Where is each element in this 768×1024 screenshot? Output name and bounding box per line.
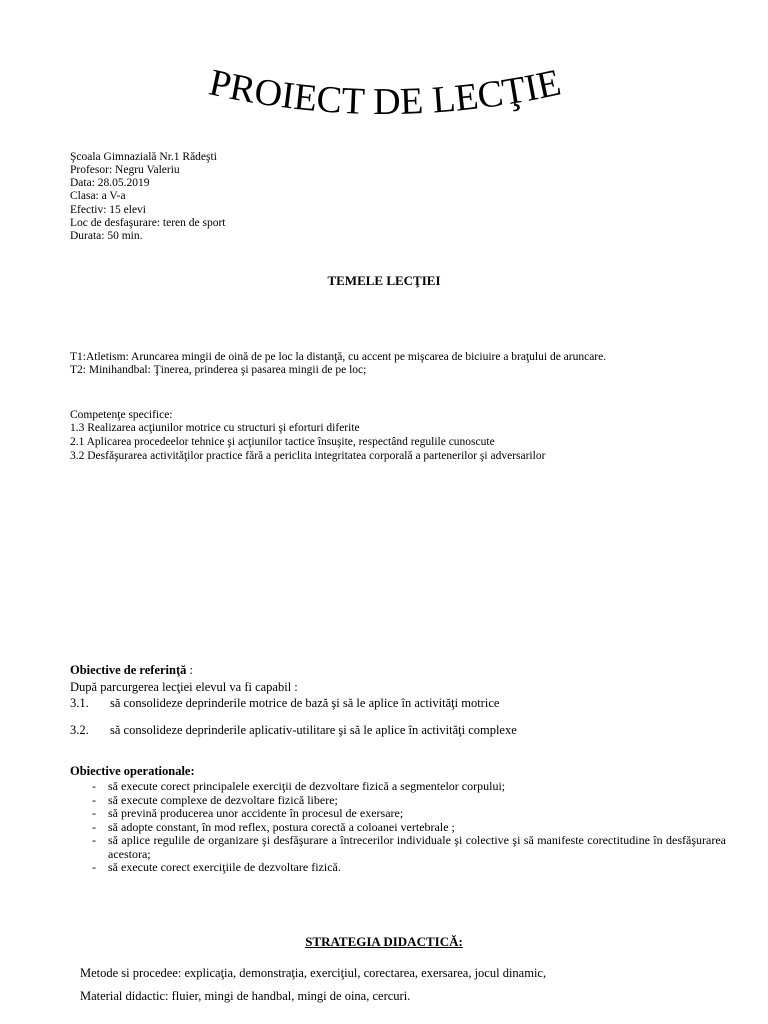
op-item bbox=[70, 821, 726, 835]
op-item bbox=[70, 780, 726, 794]
competence-1: 1.3 Realizarea acţiunilor motrice cu structuri şi eforturi diferite bbox=[70, 422, 360, 434]
ref-item-text: să consolideze deprinderile motrice de bază şi să le aplice în activităţi motrice bbox=[110, 696, 500, 710]
strategy-methods: Metode si procedee: explicaţia, demonstraţia, exerciţiul, corectarea, exersarea, jocul dinamic, bbox=[80, 966, 547, 980]
ref-heading: Obiective de referinţă bbox=[70, 663, 187, 677]
page-title bbox=[150, 55, 620, 135]
dash-icon: - bbox=[92, 806, 96, 820]
location-line: Loc de desfaşurare: teren de sport bbox=[70, 217, 226, 229]
ref-item-text: să consolideze deprinderile aplicativ-utilitare şi să le aplice în activităţi complexe bbox=[110, 723, 517, 737]
competence-3: 3.2 Desfăşurarea activităţilor practice fără a periclita integritatea corporală a partenerilor şi adversarilor bbox=[70, 450, 546, 462]
svg-text:PROIECT DE LECŢIE bbox=[206, 61, 565, 123]
op-item-text: să execute corect principalele exerciţii de dezvoltare fizică a segmentelor corpului; bbox=[108, 779, 506, 793]
op-list bbox=[70, 780, 726, 875]
themes-heading: TEMELE LECŢIEI bbox=[327, 273, 441, 288]
op-item-text: să execute corect exerciţiile de dezvoltare fizică. bbox=[108, 860, 341, 874]
competences-heading: Competenţe specifice: bbox=[70, 409, 173, 421]
theme-1: T1:Atletism: Aruncarea mingii de oină de pe loc la distanţă, cu accent pe mişcarea de biciuire a braţului de aruncare. bbox=[70, 351, 607, 363]
page-title-text: PROIECT DE LECŢIE bbox=[205, 61, 565, 124]
op-item-text: să adopte constant, în mod reflex, postura corectă a coloanei vertebrale ; bbox=[108, 819, 455, 834]
op-item-text: să prevină producerea unor accidente în procesul de exersare; bbox=[108, 806, 404, 820]
op-item-text: să execute complexe de dezvoltare fizică libere; bbox=[108, 792, 338, 807]
competence-2: 2.1 Aplicarea procedeelor tehnice şi acţiunilor tactice însuşite, respectând regulile cunoscute bbox=[70, 436, 495, 448]
theme-2: T2: Minihandbal: Ţinerea, prinderea şi pasarea mingii de pe loc; bbox=[70, 364, 367, 376]
ref-heading-line bbox=[70, 663, 193, 678]
op-item bbox=[70, 834, 726, 861]
dash-icon: - bbox=[92, 779, 96, 793]
dash-icon: - bbox=[92, 860, 96, 874]
op-item bbox=[70, 807, 726, 821]
strategy-heading: STRATEGIA DIDACTICĂ: bbox=[305, 934, 463, 949]
teacher-line: Profesor: Negru Valeriu bbox=[70, 164, 180, 176]
strategy-materials: Material didactic: fluier, mingi de handbal, mingi de oina, cercuri. bbox=[80, 989, 411, 1003]
ref-heading-colon: : bbox=[186, 663, 194, 677]
headcount-line: Efectiv: 15 elevi bbox=[70, 204, 146, 216]
dash-icon: - bbox=[92, 792, 96, 807]
op-heading: Obiective operationale: bbox=[70, 764, 195, 778]
ref-item-number: 3.1. bbox=[70, 696, 89, 710]
op-item-text: să aplice regulile de organizare şi desfăşurare a întrecerilor individuale şi colective şi să manifeste corectitudine în desfăşurarea acestora; bbox=[108, 833, 726, 861]
school-line: Şcoala Gimnazială Nr.1 Rădeşti bbox=[70, 151, 217, 163]
dash-icon: - bbox=[92, 833, 96, 847]
ref-item-number: 3.2. bbox=[70, 723, 89, 737]
dash-icon: - bbox=[92, 819, 96, 834]
class-line: Clasa: a V-a bbox=[70, 190, 126, 202]
date-line: Data: 28.05.2019 bbox=[70, 177, 150, 189]
duration-line: Durata: 50 min. bbox=[70, 230, 143, 242]
ref-intro: După parcurgerea lecţiei elevul va fi capabil : bbox=[70, 680, 298, 694]
op-item bbox=[70, 794, 726, 808]
op-item bbox=[70, 861, 726, 875]
